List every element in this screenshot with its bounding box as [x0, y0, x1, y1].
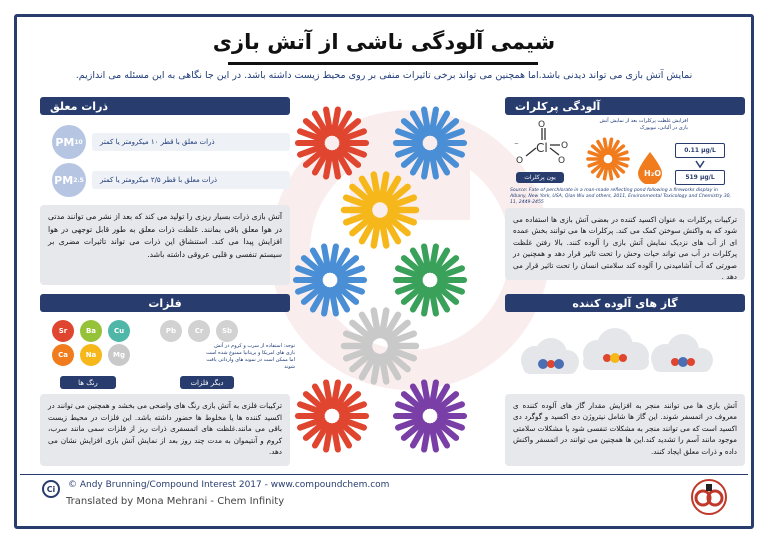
element-ba: Ba	[80, 320, 102, 342]
footer-divider	[20, 474, 748, 475]
element-sr: Sr	[52, 320, 74, 342]
water-drop-icon	[633, 150, 667, 184]
perchlorate-firework-icon	[585, 136, 631, 182]
small-firework-burst	[588, 139, 628, 178]
firework-burst-1	[298, 110, 366, 177]
page-title: شیمی آلودگی ناشی از آتش بازی	[212, 30, 556, 54]
element-cr: Cr	[188, 320, 210, 342]
firework-burst-6	[344, 311, 416, 382]
firework-burst-7	[298, 383, 366, 450]
firework-burst-8	[396, 383, 464, 450]
svg-text:Cl: Cl	[536, 141, 548, 155]
svg-text:O: O	[558, 156, 566, 166]
gas-clouds-illustration	[505, 318, 745, 388]
footer-translator: Translated by Mona Mehrani - Chem Infinity	[66, 496, 285, 507]
pm10-icon: PM 10	[52, 125, 86, 159]
metals-note: توجه: استفاده از سرب و کروم در آتش بازی های امریکا و بریتانیا ممنوع شده است اما ممکن است در نمونه های وارداتی یافت شوند	[206, 343, 295, 370]
perchlorate-body: ترکیبات پرکلرات به عنوان اکسید کننده در بعضی آتش بازی ها استفاده می شود که به واکنش سوختن کمک می کند. پرکلرات ها می توانند بخش عمده ای از آب های نزدیک نمایش آتش بازی را آلوده کنند. بالا رفتن غلظت پرکلرات در آب می تواند حیات وحش را تحت تاثیر قرار دهد و همچنین در صورتی که آب آشامیدنی را آلوده کند سلامتی انسان را تحت تاثیر قرار می دهد .	[505, 208, 745, 280]
firework-burst-4	[296, 247, 364, 314]
perchlorate-header: آلودگی پرکلرات	[505, 97, 745, 115]
perchlorate-ion-icon	[512, 118, 576, 172]
perchlorate-after-value: 519 µg/L	[675, 170, 725, 185]
particulates-header: ذرات معلق	[40, 97, 290, 115]
element-na: Na	[80, 344, 102, 366]
firework-burst-5	[396, 247, 464, 314]
perchlorate-source: Source: Fate of perchlorate in a man-made reflecting pond following a fireworks display in Albany, New York, USA, Qian Wu and others, 2011, Environmental Toxicology and Chemistry 30, 11, 2449-2455	[510, 188, 732, 205]
perchlorate-ion-label: یون پرکلرات	[516, 172, 564, 183]
perchlorate-chart-caption: افزایش غلظت پرکلرات بعد از نمایش آتش بازی در آلبانی، نیویورک	[599, 118, 688, 131]
element-sb: Sb	[216, 320, 238, 342]
intro-text: نمایش آتش بازی می تواند دیدنی باشد.اما همچنین می تواند برخی تاثیرات منفی بر روی محیط زیست داشته باشد. در این جا نگاهی به این مسئله می اندازیم.	[75, 70, 693, 81]
footer-credit: © Andy Brunning/Compound Interest 2017 - www.compoundchem.com	[68, 480, 390, 490]
compound-interest-logo: Ci	[42, 480, 60, 498]
svg-text:O: O	[538, 120, 546, 130]
pm25-icon: PM 2.5	[52, 163, 86, 197]
arrow-down-icon	[694, 158, 706, 170]
element-cu: Cu	[108, 320, 130, 342]
svg-text:H₂O: H₂O	[644, 169, 661, 178]
gases-header: گاز های آلوده کننده	[505, 294, 745, 312]
gases-body: آتش بازی ها می توانند منجر به افزایش مقدار گاز های آلوده کننده ی معروف در اتمسفر شوند. این گاز ها شامل نیتروژن دی اکسید و گوگرد دی اکسید است که می توانند منجر به مشکلات تنفسی شود یا مشکلات سلامتی موجود مانند آسم را تشدید کند.این ها همچنین می توانند در اتمسفر واکنش داده و ذرات معلق ایجاد کنند.	[505, 394, 745, 466]
svg-text:⁻: ⁻	[514, 141, 519, 151]
metals-header: فلزات	[40, 294, 290, 312]
colours-tag: رنگ ها	[60, 376, 116, 389]
pm25-description: ذرات معلق با قطر ۲/۵ میکرومتر یا کمتر	[92, 171, 290, 189]
firework-burst-3	[344, 175, 416, 246]
svg-text:O: O	[516, 156, 524, 166]
svg-text:O: O	[561, 141, 569, 151]
metals-body: ترکیبات فلزی به آتش بازی رنگ های واضحی می بخشد و همچنین می توانند در اکسید کننده ها یا مخلوط ها حضور داشته باشد. این فلزات در محیط زیست باقی می مانند.غلظت های اتمسفری ذرات ریز از فلزات سمی مانند سرب، کروم و آنتیموان به مدت چند روز بعد از نمایش آتش بازی افزایش نشان می دهد.	[40, 394, 290, 466]
pm10-description: ذرات معلق با قطر ۱۰ میکرومتر یا کمتر	[92, 133, 290, 151]
perchlorate-before-value: 0.11 µg/L	[675, 143, 725, 158]
particulates-body: آتش بازی ذرات بسیار ریزی را تولید می کند که بعد از نشر می توانند مدتی در هوا معلق باقی بمانند. غلظت ذرات معلق به طور قابل توجهی در هوا افزایش پیدا می کند. استنشاق این ذرات می تواند تاثیرات مضری بر سیستم تنفسی و قلبی عروقی داشته باشد.	[40, 205, 290, 285]
chem-infinity-logo	[690, 478, 728, 516]
element-mg: Mg	[108, 344, 130, 366]
element-pb: Pb	[160, 320, 182, 342]
other-metals-tag: دیگر فلزات	[180, 376, 234, 389]
element-ca: Ca	[52, 344, 74, 366]
firework-burst-2	[396, 110, 464, 177]
